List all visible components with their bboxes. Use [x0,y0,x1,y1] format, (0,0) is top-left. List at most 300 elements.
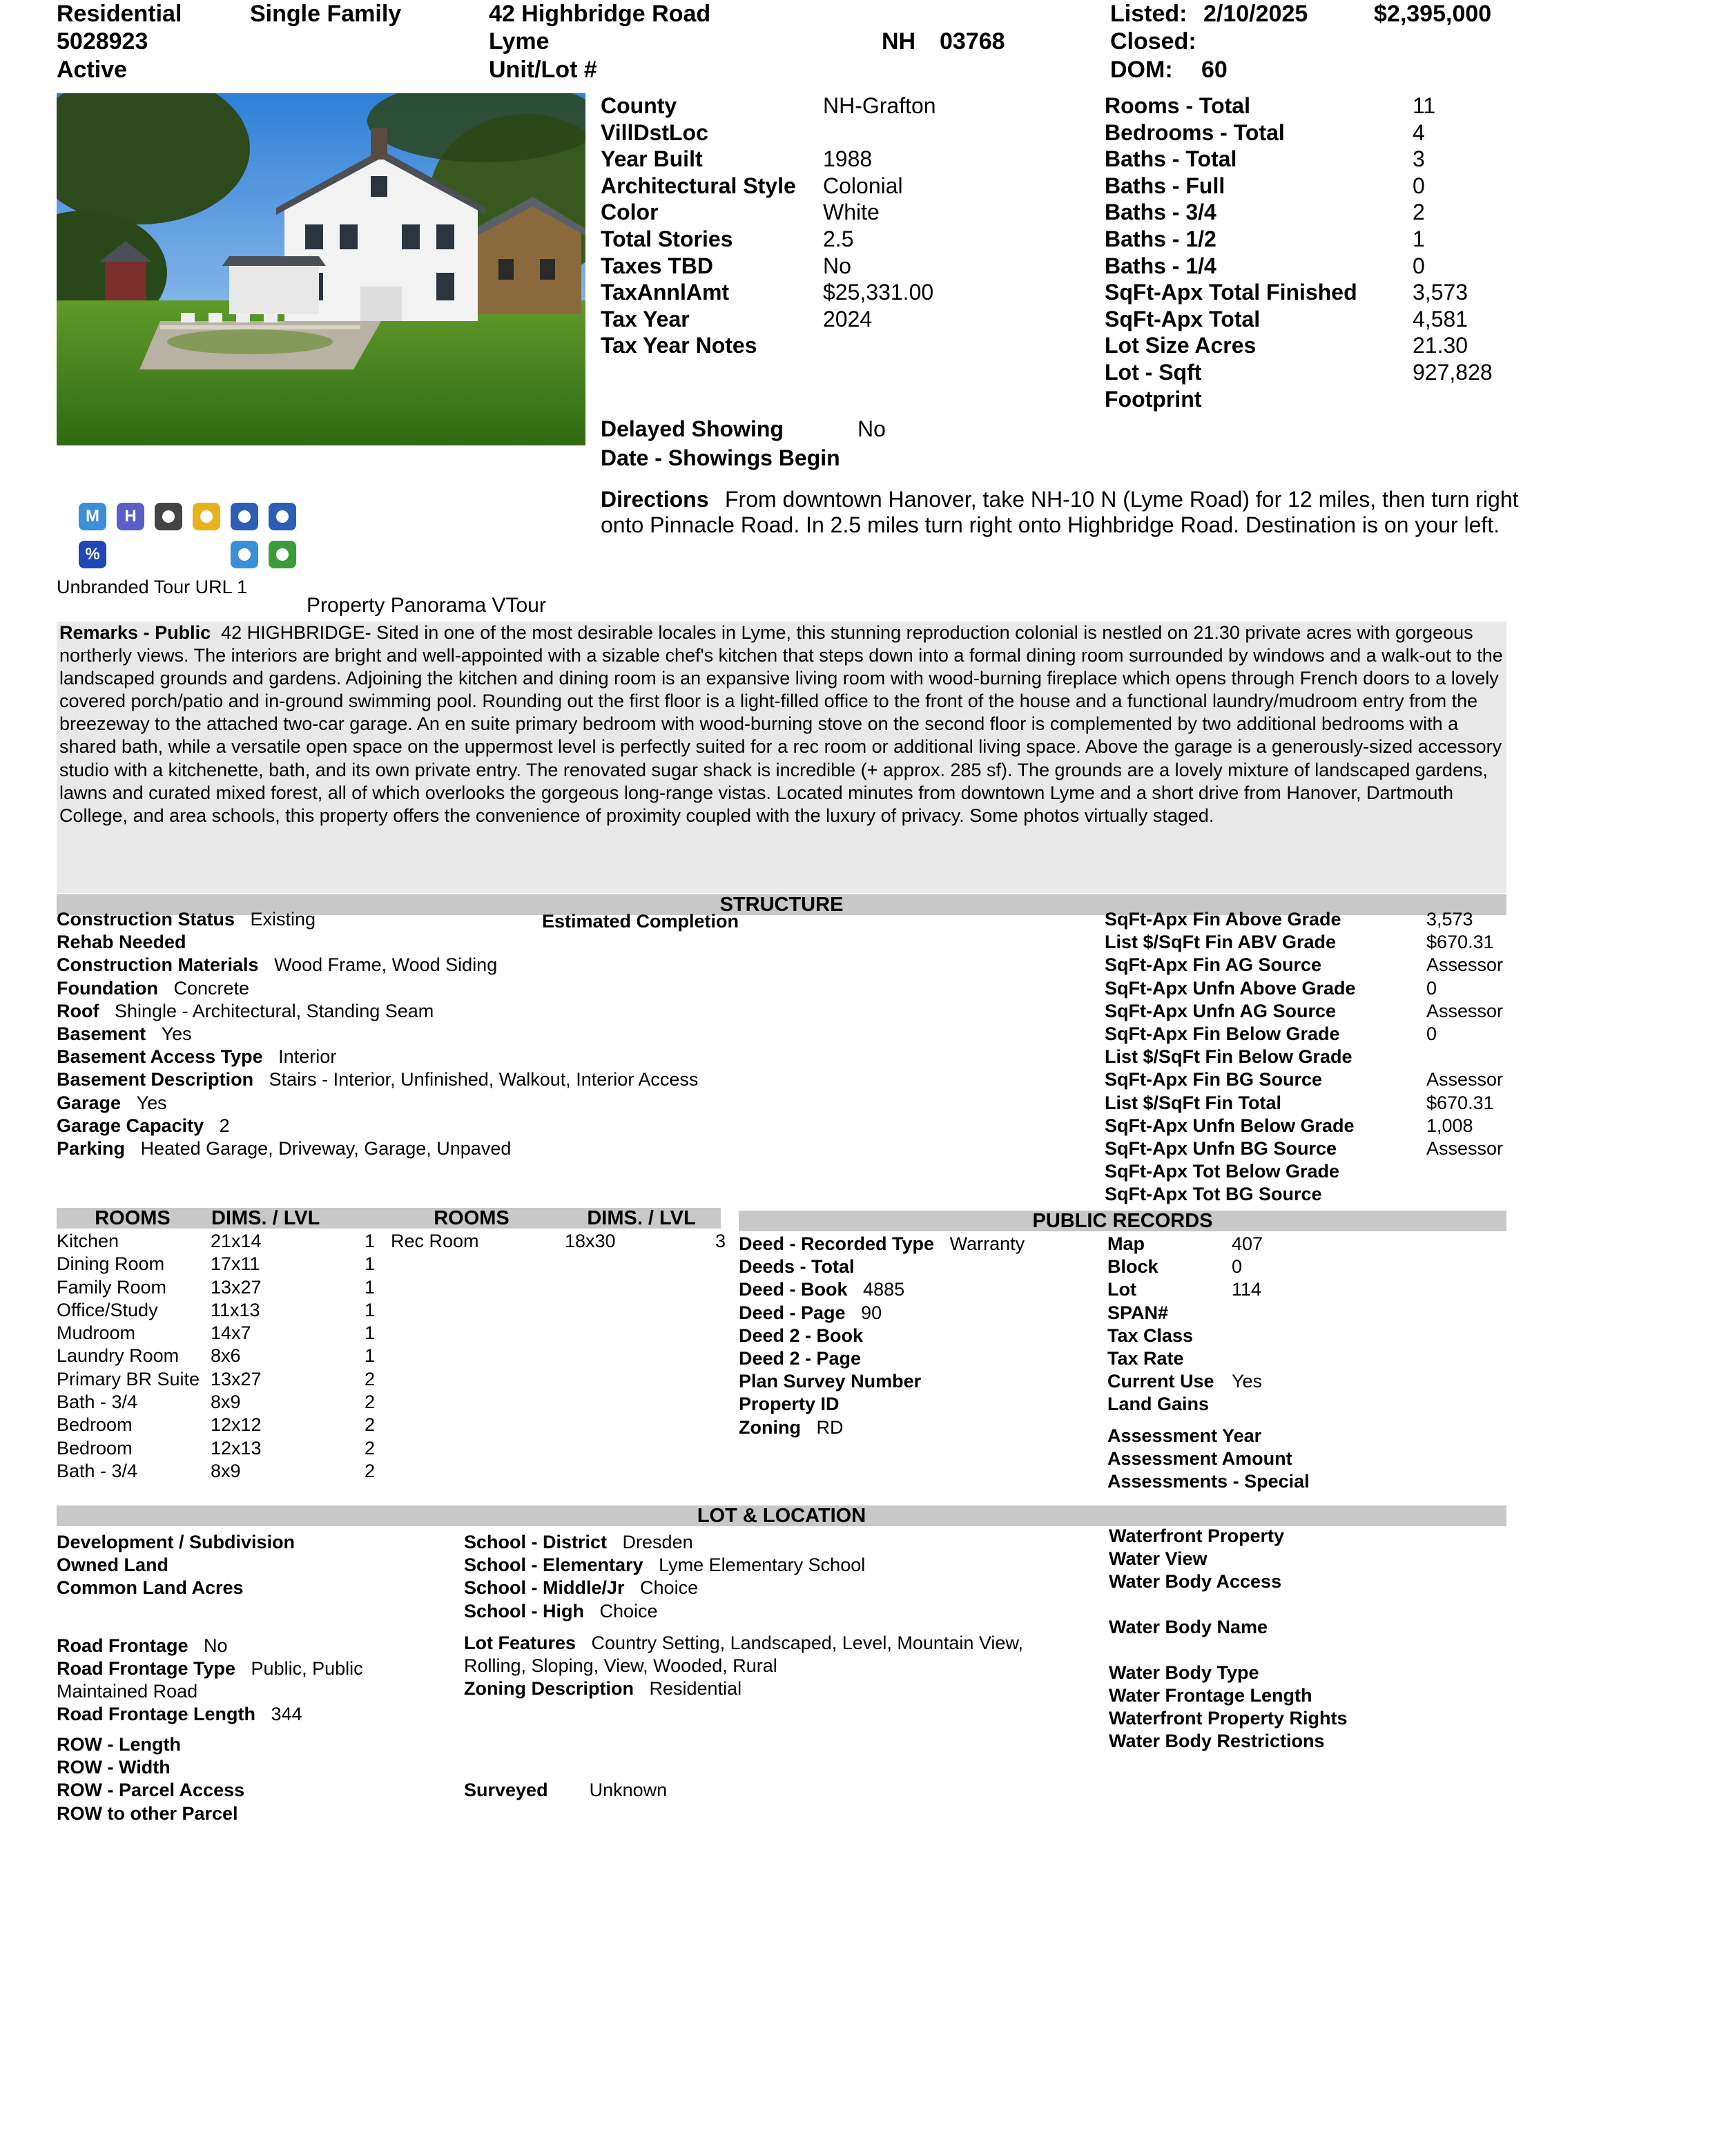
field-value: Concrete [173,977,250,999]
field-deed-page [739,1302,1025,1325]
field-value: Warranty [949,1233,1025,1254]
field-sqft-apx-unfn-bg-source [1105,1137,1503,1160]
road-frontage [57,1635,228,1657]
public-records-header: PUBLIC RECORDS [739,1211,1506,1231]
field-block [1107,1255,1263,1278]
field-label: Baths - 1/4 [1105,253,1216,278]
directions-icon[interactable] [269,503,296,530]
listing-number: 5028923 [57,28,148,55]
unbranded-tour-link[interactable]: Unbranded Tour URL 1 [57,577,248,597]
room-name: Kitchen [57,1231,119,1251]
dom-value: 60 [1201,57,1228,83]
field-label: Garage [57,1092,122,1113]
field-parking [57,1137,698,1160]
field-label: Rooms - Total [1105,93,1250,118]
field-value: 407 [1232,1233,1263,1254]
property-type: Single Family [250,1,402,27]
field-value: $670.31 [1426,1092,1494,1113]
field-label: Assessments - Special [1107,1471,1310,1492]
field-taxes-tbd [601,253,936,280]
field-deed-recorded-type [739,1233,1025,1255]
field-sqft-apx-tot-below-grade [1105,1160,1503,1183]
field-sqft-apx-fin-above-grade [1105,908,1503,931]
surveyed-label: Surveyed [464,1780,548,1800]
field-value: Colonial [823,173,903,198]
field-label: Basement Description [57,1069,254,1090]
field-land-gains [1107,1393,1263,1416]
field-label: List $/SqFt Fin Total [1105,1092,1281,1113]
field-rooms-total [1105,93,1493,119]
development-list [57,1531,443,1600]
field-label: Deed - Recorded Type [739,1233,935,1254]
room-row [57,1322,381,1345]
road-frontage-type-value: Public, Public [251,1658,363,1679]
field-value: 0 [1413,253,1425,278]
room-dims: 13x27 [211,1368,262,1389]
rooms-table-left [57,1230,381,1483]
public-remarks [57,622,1506,893]
zoning-description-value: Residential [649,1678,742,1699]
field-value: 0 [1232,1256,1243,1278]
icon-mark [238,548,251,561]
field-label: Taxes TBD [601,253,714,278]
field-row-to-other-parcel [57,1802,443,1825]
road-frontage-type-cont: Maintained Road [57,1681,198,1702]
field-label: Property ID [739,1394,840,1415]
field-value: Choice [640,1577,699,1599]
field-value: RD [816,1416,844,1438]
field-sqft-apx-fin-below-grade [1105,1023,1503,1046]
room-name: Rec Room [391,1231,479,1251]
listed-date: 2/10/2025 [1203,1,1308,27]
road-frontage-label: Road Frontage [57,1635,188,1656]
field-value: Interior [278,1046,337,1068]
structure-left-list [57,908,698,1160]
icon-mark [238,510,251,523]
field-lot-sqft [1105,359,1493,386]
field-school-middle-jr [464,1577,865,1599]
field-label: Lot [1107,1279,1136,1300]
field-label: Common Land Acres [57,1577,244,1599]
field-value: $670.31 [1426,932,1494,953]
room-dims: 14x7 [211,1322,251,1344]
room-row [57,1345,381,1367]
field-waterfront-property-rights: Waterfront Property Rights [1109,1708,1348,1729]
field-development-subdivision [57,1531,443,1554]
mls-m-icon[interactable]: M [79,503,106,530]
room-name: Dining Room [57,1253,165,1275]
field-garage-capacity [57,1115,698,1137]
field-value: Yes [1232,1371,1263,1392]
field-label: ROW to other Parcel [57,1802,238,1824]
field-label: Deeds - Total [739,1256,855,1278]
field-assessments-special [1107,1470,1310,1493]
field-value: Choice [599,1600,658,1621]
field-label: Foundation [57,977,158,999]
field-water-frontage-length: Water Frontage Length [1109,1685,1312,1706]
dims-col-header-2: DIMS. / LVL [562,1208,721,1229]
icon-mark [162,510,175,523]
lot-features [464,1632,1023,1655]
list-price: $2,395,000 [1374,1,1492,27]
delayed-showing-label: Delayed Showing [601,416,784,441]
remarks-text: 42 HIGHBRIDGE- Sited in one of the most desirable locales in Lyme, this stunning reproduction colonial is nestled on 21.30 private acres with gorgeous northerly views. The interiors are bright and well-appointed with a sizable chef's kitchen that steps down into a formal dining room surrounded by windows and a walk-out to the landscaped grounds and gardens. Adjoining the kitchen and dining room is an expansive living room with wood-burning fireplace which opens through French doors to a lovely covered porch/patio and in-ground swimming pool. Rounding out the first floor is a light-filled office to the front of the house and a functional laundry/mudroom entry from the breezeway to the attached two-car garage. An en suite primary bedroom with wood-burning stove on the second floor is complemented by two additional bedrooms with a shared bath, while a versatile open space on the uppermost level is perfectly suited for a rec room or additional living space. Above the garage is a generously-sized accessory studio with a kitchenette, bath, and its own private entry. The renovated sugar shack is incredible (+ approx. 285 sf). The grounds are a lovely mixture of landscaped gardens, lawns and curated mixed forest, all of which overlooks the gorgeous long-range vistas. Located minutes from downtown Lyme and a short drive from Hanover, Dartmouth College, and area schools, this property offers the convenience of proximity coupled with the luxury of privacy. Some photos virtually staged. [59,622,1503,826]
field-plan-survey-number [739,1370,1025,1393]
house-photo-image [57,93,585,445]
field-lot-size-acres [1105,332,1493,359]
room-level: 2 [365,1368,376,1389]
field-label: Deed 2 - Book [739,1325,864,1346]
field-label: Construction Status [57,909,235,930]
town: Lyme [489,28,550,55]
field-row-length [57,1733,443,1756]
field-label: SqFt-Apx Unfn Below Grade [1105,1115,1355,1136]
field-foundation [57,977,698,1000]
field-label: SqFt-Apx Total [1105,306,1261,331]
icon-mark [200,510,213,523]
field-label: List $/SqFt Fin Below Grade [1105,1046,1352,1068]
field-label: Deed - Page [739,1302,846,1323]
field-label: Land Gains [1107,1394,1210,1415]
field-value: 21.30 [1413,333,1468,358]
field-label: Tax Class [1107,1325,1194,1346]
estimated-completion-label: Estimated Completion [542,911,739,932]
field-value: 2024 [823,306,873,331]
field-value: NH-Grafton [823,93,936,118]
room-level: 2 [365,1460,376,1481]
field-value: 0 [1426,1023,1437,1044]
room-row [57,1460,381,1483]
exit-arrow-icon[interactable] [269,541,296,568]
field-architectural-style [601,173,936,200]
field-label: Tax Rate [1107,1347,1184,1369]
field-label: SqFt-Apx Tot Below Grade [1105,1161,1340,1182]
field-school-high [464,1600,865,1623]
field-label: Total Stories [601,226,733,251]
road-frontage-type [57,1657,363,1680]
room-level: 1 [365,1345,376,1367]
field-basement [57,1023,698,1046]
remarks-label: Remarks - Public [59,622,211,643]
field-sqft-apx-unfn-below-grade [1105,1115,1503,1137]
field-value: 3,573 [1413,280,1468,305]
field-baths-total [1105,146,1493,173]
field-deed-2-page [739,1347,1025,1370]
field-label: Tax Year Notes [601,333,757,358]
room-dims: 8x9 [211,1460,241,1481]
field-label: Plan Survey Number [739,1371,922,1392]
room-dims: 21x14 [211,1231,262,1251]
field-label: SqFt-Apx Fin Below Grade [1105,1023,1340,1044]
field-rehab-needed [57,931,698,954]
room-name: Family Room [57,1276,167,1298]
field-common-land-acres [57,1577,443,1599]
field-label: Roof [57,1000,99,1021]
room-name: Laundry Room [57,1345,180,1367]
road-frontage-length-value: 344 [271,1704,302,1724]
directions-line2: onto Pinnacle Road. In 2.5 miles turn right onto Highbridge Road. Destination is on your left. [601,512,1500,537]
room-name: Primary BR Suite [57,1368,200,1389]
field-deed-2-book [739,1325,1025,1347]
field-water-view: Water View [1109,1548,1208,1569]
room-name: Bedroom [57,1437,133,1459]
field-property-id [739,1393,1025,1416]
field-tax-year-notes [601,332,936,359]
field-value: 90 [861,1302,882,1323]
field-value: 2 [1413,200,1425,225]
field-label: ROW - Width [57,1757,171,1778]
vtour-link[interactable]: Property Panorama VTour [307,594,546,617]
field-value: Assessor [1426,1000,1504,1021]
field-label: Basement Access Type [57,1046,263,1068]
street-address: 42 Highbridge Road [489,1,711,27]
field-color [601,199,936,226]
rooms-summary-list [1105,93,1493,412]
field-value: Dresden [622,1532,693,1552]
field-label: Architectural Style [601,173,796,198]
property-class: Residential [57,1,182,27]
surveyed-value: Unknown [589,1780,668,1800]
h-icon[interactable]: H [117,503,144,530]
field-label: Construction Materials [57,954,259,976]
field-baths-3-4 [1105,199,1493,226]
field-label: Lot Size Acres [1105,333,1257,358]
water-drop-icon[interactable] [231,541,258,568]
field-label: Zoning [739,1416,801,1438]
map-icon[interactable] [193,503,220,530]
field-current-use [1107,1370,1263,1393]
room-level: 2 [365,1392,376,1413]
field-construction-materials [57,954,698,976]
field-lot [1107,1278,1263,1301]
field-value: Stairs - Interior, Unfinished, Walkout, Interior Access [269,1069,699,1090]
field-label: ROW - Length [57,1734,181,1755]
field-value: Assessor [1426,1137,1504,1159]
field-water-body-name: Water Body Name [1109,1617,1268,1637]
dims-col-header: DIMS. / LVL [209,1208,381,1229]
field-label: VillDstLoc [601,119,708,145]
field-label: Owned Land [57,1555,168,1576]
field-deeds-total [739,1255,1025,1278]
road-frontage-value: No [204,1635,228,1656]
field-sqft-apx-tot-bg-source [1105,1183,1503,1206]
public-records-right [1107,1233,1263,1416]
lot-features-line2: Rolling, Sloping, View, Wooded, Rural [464,1655,777,1676]
field-zoning [739,1416,1025,1439]
field-assessment-year [1107,1425,1301,1447]
field-row-width [57,1756,443,1779]
surveyed [464,1779,667,1802]
field-school-elementary [464,1554,865,1577]
listed-label: Listed: [1110,1,1187,27]
schools-list [464,1531,865,1623]
room-name: Bath - 3/4 [57,1392,138,1413]
field-bedrooms-total [1105,119,1493,146]
listing-status: Active [57,57,128,83]
field-value: 4885 [863,1279,905,1300]
field-label: Baths - 3/4 [1105,200,1216,225]
room-level: 2 [365,1437,376,1459]
field-basement-access-type [57,1046,698,1068]
field-row-parcel-access [57,1779,443,1802]
field-label: Year Built [601,146,703,172]
room-row [57,1253,381,1276]
room-dims: 18x30 [565,1231,616,1251]
field-value: Shingle - Architectural, Standing Seam [115,1000,434,1021]
field-value: Wood Frame, Wood Siding [274,954,498,976]
field-label: School - District [464,1532,608,1552]
summary-list [601,93,936,359]
unit-lot-label: Unit/Lot # [489,57,597,83]
field-villdstloc [601,119,936,146]
field-value: 1 [1413,226,1425,251]
room-row [57,1437,381,1460]
field-basement-description [57,1068,698,1091]
field-value: No [823,253,851,278]
field-label: List $/SqFt Fin ABV Grade [1105,932,1337,953]
field-value: Yes [161,1023,192,1044]
field-label: Map [1107,1233,1145,1254]
field-label: Parking [57,1137,126,1159]
room-name: Office/Study [57,1299,158,1320]
room-name: Bedroom [57,1414,133,1436]
field-label: Garage Capacity [57,1115,204,1136]
field-value: Lyme Elementary School [659,1555,866,1576]
icon-mark [276,548,289,561]
field-value: 4,581 [1413,306,1468,331]
field-water-body-access: Water Body Access [1109,1571,1282,1592]
delayed-showing-value: No [857,416,886,441]
field-label: SqFt-Apx Total Finished [1105,280,1357,305]
room-name: Bath - 3/4 [57,1460,138,1481]
room-row [57,1414,381,1436]
road-frontage-type-label: Road Frontage Type [57,1658,236,1679]
room-row [391,1230,724,1253]
field-water-body-type: Water Body Type [1109,1662,1259,1683]
field-label: Rehab Needed [57,932,186,953]
field-year-built [601,146,936,173]
field-label: Tax Year [601,306,690,331]
field-label: SqFt-Apx Tot BG Source [1105,1184,1322,1205]
directions-line1: From downtown Hanover, take NH-10 N (Lyme Road) for 12 miles, then turn right [725,487,1519,512]
room-name: Mudroom [57,1322,136,1344]
room-dims: 12x12 [211,1414,262,1436]
field-label: TaxAnnlAmt [601,280,730,305]
field-value: 3,573 [1426,909,1473,930]
field-total-stories [601,226,936,253]
room-level: 1 [365,1299,376,1320]
field-value: Heated Garage, Driveway, Garage, Unpaved [140,1137,512,1159]
room-level: 1 [365,1231,376,1251]
field-label: Assessment Amount [1107,1448,1292,1470]
icon-mark [276,510,289,523]
field-span [1107,1302,1263,1325]
field-label: Basement [57,1023,146,1044]
field-school-district [464,1531,865,1554]
zoning-description [464,1677,741,1700]
field-value: $25,331.00 [823,280,934,305]
field-label: SqFt-Apx Fin AG Source [1105,954,1322,976]
room-dims: 8x6 [211,1345,241,1367]
room-level: 3 [715,1231,726,1251]
showings-begin-label: Date - Showings Begin [601,445,840,470]
field-label: ROW - Parcel Access [57,1780,245,1801]
field-tax-year [601,306,936,333]
field-value: 1,008 [1426,1115,1473,1136]
room-row [57,1276,381,1299]
field-value: 3 [1413,146,1425,172]
field-value: 2 [219,1115,230,1136]
field-assessment-amount [1107,1447,1301,1470]
field-label: Baths - Total [1105,146,1237,172]
field-tax-rate [1107,1347,1263,1370]
field-deed-book [739,1278,1025,1301]
room-row [57,1230,381,1253]
field-value: 114 [1232,1279,1262,1300]
room-row [57,1368,381,1391]
room-row [57,1391,381,1414]
field-label: Block [1107,1256,1158,1278]
field-label: Baths - Full [1105,173,1225,198]
field-value: White [823,200,880,225]
room-dims: 12x13 [211,1437,262,1459]
lot-features-label: Lot Features [464,1633,576,1653]
tax-percent-icon[interactable]: % [79,541,106,568]
field-label: Deed 2 - Page [739,1347,862,1369]
room-level: 1 [365,1276,376,1298]
field-sqft-apx-total-finished [1105,279,1493,306]
field-tax-class [1107,1325,1263,1347]
field-list-sqft-fin-total [1105,1092,1503,1115]
house-check-icon[interactable] [231,503,258,530]
field-label: Bedrooms - Total [1105,119,1285,145]
field-value: 4 [1413,119,1425,145]
state: NH [882,28,916,55]
field-baths-1-4 [1105,253,1493,280]
field-label: Assessment Year [1107,1425,1262,1446]
field-label: SqFt-Apx Fin Above Grade [1105,909,1341,930]
room-dims: 17x11 [211,1253,260,1275]
closed-label: Closed: [1110,28,1196,55]
field-value: Existing [250,909,316,930]
road-frontage-length-label: Road Frontage Length [57,1704,255,1724]
field-label: Deed - Book [739,1279,848,1300]
field-sqft-apx-fin-bg-source [1105,1068,1503,1091]
field-value: Assessor [1426,1069,1504,1090]
property-photo[interactable] [57,93,585,445]
field-value: 0 [1413,173,1425,198]
field-waterfront-property: Waterfront Property [1109,1525,1285,1546]
field-value: 0 [1426,977,1437,999]
zip-code: 03768 [940,28,1005,55]
field-garage [57,1092,698,1115]
color-wheel-icon[interactable] [155,503,182,530]
field-label: Baths - 1/2 [1105,226,1216,251]
field-baths-full [1105,173,1493,200]
field-value: 2.5 [823,226,854,251]
field-value: 927,828 [1413,359,1493,385]
field-owned-land [57,1554,443,1577]
field-sqft-apx-fin-ag-source [1105,954,1503,976]
field-water-body-restrictions: Water Body Restrictions [1109,1731,1325,1751]
field-label: SPAN# [1107,1302,1169,1323]
field-label: Footprint [1105,386,1202,412]
field-label: Development / Subdivision [57,1532,295,1552]
room-level: 1 [365,1322,376,1344]
room-dims: 11x13 [211,1299,260,1320]
field-label: SqFt-Apx Unfn AG Source [1105,1000,1336,1021]
lot-location-header: LOT & LOCATION [57,1505,1506,1526]
